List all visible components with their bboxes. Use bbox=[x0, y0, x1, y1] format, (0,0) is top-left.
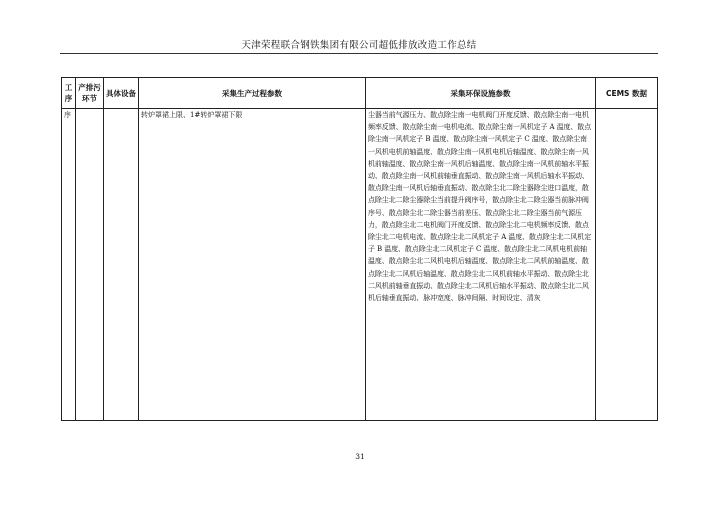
data-collection-table bbox=[61, 77, 658, 421]
column-header-stage: 产排污环节 bbox=[76, 78, 104, 109]
column-header-env-params: 采集环保设施参数 bbox=[366, 78, 596, 109]
page-header-title: 天津荣程联合钢铁集团有限公司超低排放改造工作总结 bbox=[241, 40, 477, 51]
cell-equipment bbox=[104, 109, 139, 421]
table-header-row bbox=[62, 78, 658, 109]
cell-production-params: 转炉罩裙上限、1#转炉罩裙下限 bbox=[139, 109, 366, 421]
header-divider bbox=[60, 53, 658, 54]
cell-process: 序 bbox=[62, 109, 76, 421]
table-row bbox=[62, 109, 658, 421]
cell-stage bbox=[76, 109, 104, 421]
cell-env-params: 尘器当前气源压力、散点除尘南一电机阀门开度反馈、散点除尘南一电机频率反馈、散点除尘南一电机电流、散点除尘南一风机定子 A 温度、散点除尘南一风机定子 B 温度、散点除尘南一风机定子 C 温度、散点除尘南一风机电机前轴温度、散点除尘南一风机电机后轴温度、散点除尘南一风机前轴温度、散点除尘南一风机后轴温度、散点除尘南一风机前轴水平振动、散点除尘南一风机前轴垂直振动、散点除尘南一风机后轴水平振动、散点除尘南一风机后轴垂直振动、散点除尘北二除尘器除尘进口温度，散点除尘北二除尘器除尘当前提升阀序号，散点除尘北二除尘器当前脉冲阀序号、散点除尘北二除尘器当前差压、散点除尘北二除尘器当前气源压力，散点除尘北二电机阀门开度反馈、散点除尘北二电机频率反馈、散点除尘北二电机电流、散点除尘北二风机定子 A 温度、散点除尘北二风机定子 B 温度、散点除尘北二风机定子 C 温度、散点除尘北二风机电机前轴温度、散点除尘北二风机电机后轴温度、散点除尘北二风机前轴温度、散点除尘北二风机后轴温度、散点除尘北二风机前轴水平振动、散点除尘北二风机前轴垂直振动、散点除尘北二风机后轴水平振动、散点除尘北二风机后轴垂直振动、脉冲宽度、脉冲间隔、时间设定、清灰 bbox=[366, 109, 596, 421]
column-header-cems: CEMS 数据 bbox=[596, 78, 658, 109]
column-header-equipment: 具体设备 bbox=[104, 78, 139, 109]
cell-cems bbox=[596, 109, 658, 421]
page-number: 31 bbox=[355, 452, 365, 461]
column-header-production-params: 采集生产过程参数 bbox=[139, 78, 366, 109]
column-header-process: 工序 bbox=[62, 78, 76, 109]
